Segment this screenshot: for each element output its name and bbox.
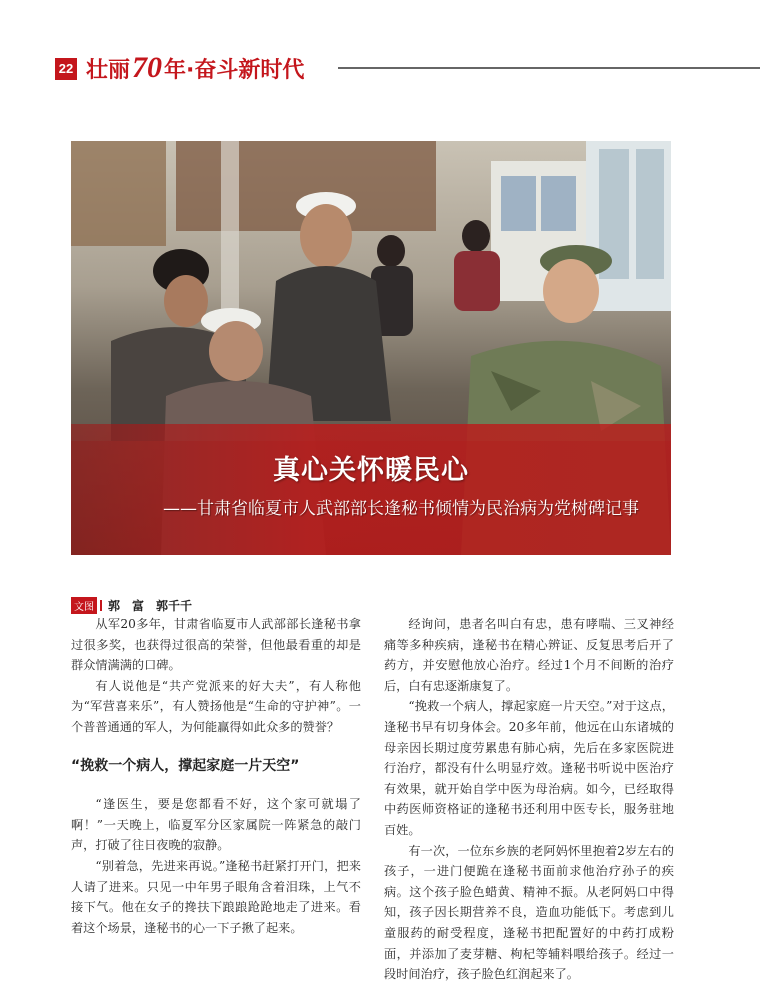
paragraph: “别着急，先进来再说。”逢秘书赶紧打开门，把来人请了进来。只见一中年男子眼角含着泪珠，上气不接下气。他在女子的搀扶下踉踉跄跄地走了进来。看着这个场景，逢秘书的心一下子揪了起来。: [71, 858, 361, 935]
paragraph: 有人说他是“共产党派来的好大夫”，有人称他为“军营喜来乐”，有人赞扬他是“生命的守护神”。一个普普通通的军人，为何能赢得如此众多的赞誉？: [71, 678, 361, 734]
paragraph: “挽救一个病人，撑起家庭一片天空。”对于这点，逢秘书早有切身体会。20多年前，他远在山东诸城的母亲因长期过度劳累患有肺心病，先后在多家医院进行治疗，都没有什么明显疗效。逢秘书听说中医治疗有效果，就开始自学中医为母治病。如今，已经取得中药医师资格证的逢秘书还利用中医专长，服务驻地百姓。: [384, 699, 674, 837]
paragraph: 从军20多年，甘肃省临夏市人武部部长逢秘书拿过很多奖，也获得过很高的荣誉，但他最看重的却是群众情满满的口碑。: [71, 617, 361, 673]
article-subheadline: ——甘肃省临夏市人武部部长逢秘书倾情为民治病为党树碑记事: [163, 499, 639, 519]
page-number: 22: [55, 58, 77, 80]
paragraph: 经询问，患者名叫白有忠，患有哮喘、三叉神经痛等多种疾病，逢秘书在精心辨证、反复思考后开了药方，并安慰他放心治疗。经过1个月不间断的治疗后，白有忠逐渐康复了。: [384, 617, 674, 693]
headline-banner: [71, 424, 671, 555]
paragraph: 有一次，一位东乡族的老阿妈怀里抱着2岁左右的孩子，一进门便跪在逢秘书面前求他治疗孙子的疾病。这个孩子脸色蜡黄、精神不振。从老阿妈口中得知，孩子因长期营养不良，造血功能低下。考虑到儿童服药的耐受程度，逢秘书把配置好的中药打成粉面，并添加了麦芽糖、枸杞等辅料喂给孩子。经过一段时间治疗，孩子脸色红润起来了。: [384, 843, 674, 982]
byline-authors: 郭 富 郭千千: [108, 598, 193, 613]
masthead-part1: 壮丽: [86, 57, 131, 83]
byline: [71, 597, 192, 613]
paragraph: “逢医生，要是您都看不好，这个家可就塌了啊！”一天晚上，临夏军分区家属院一阵紧急的敲门声，打破了往日夜晚的寂静。: [71, 797, 361, 853]
section-title: “挽救一个病人，撑起家庭一片天空”: [71, 757, 300, 774]
masthead-70-logo: 70: [132, 51, 163, 84]
byline-divider: [100, 600, 102, 611]
article-headline: 真心关怀暖民心: [273, 455, 469, 486]
feature-photo: [71, 141, 671, 555]
article-column-right: [384, 614, 674, 985]
article-column-left: [71, 614, 361, 938]
masthead-title: [86, 52, 304, 84]
masthead-part2: 年·奋斗新时代: [164, 57, 305, 83]
byline-tag: 文图: [71, 597, 97, 614]
header-divider: [338, 67, 760, 69]
